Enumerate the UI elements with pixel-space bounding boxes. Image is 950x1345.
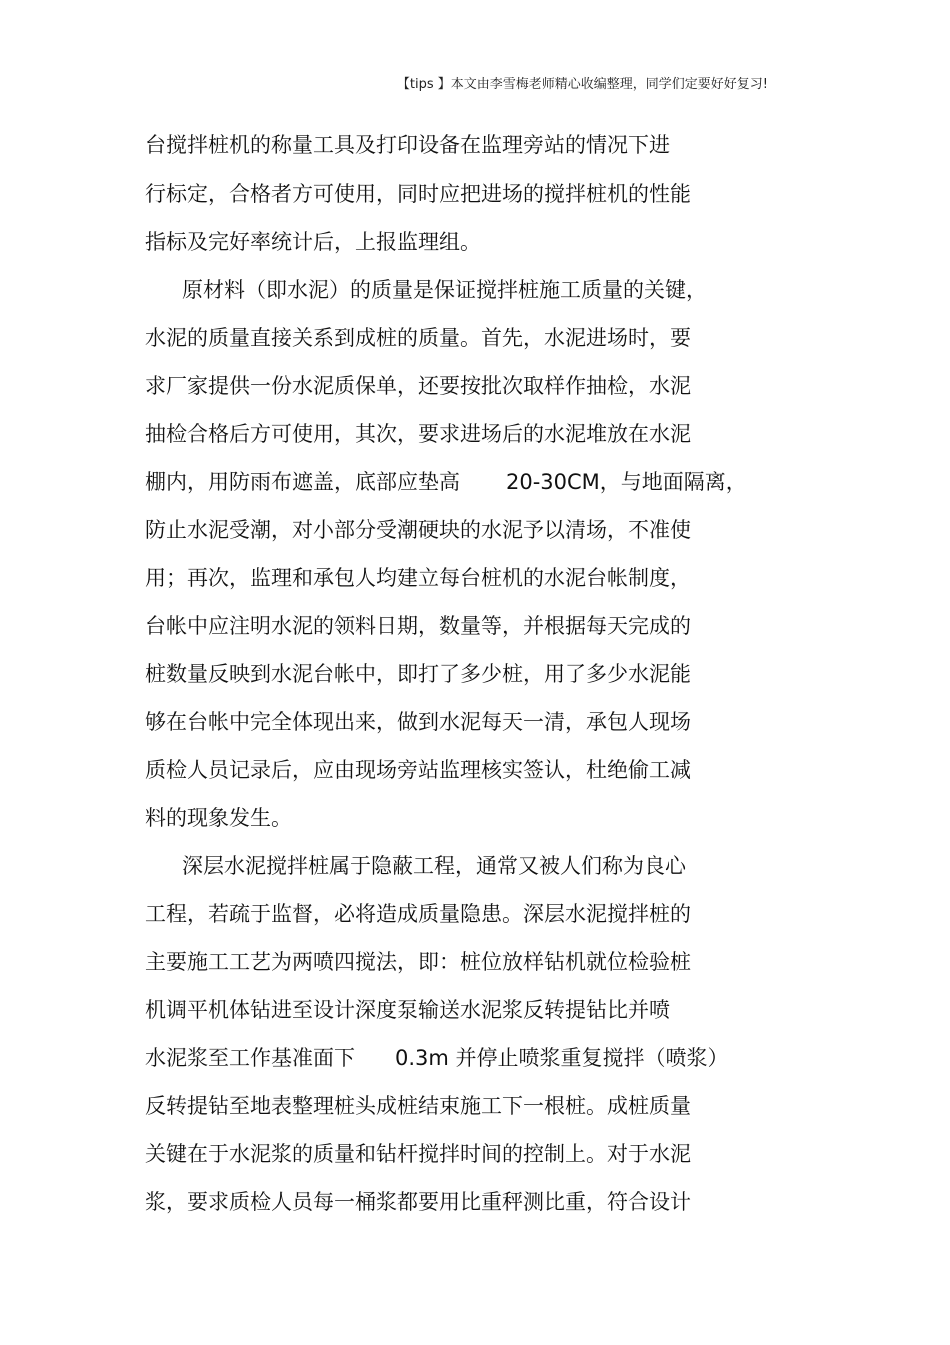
text-line: 机调平机体钻进至设计深度泵输送水泥浆反转提钻比并喷: [145, 998, 670, 1022]
text-line: 质检人员记录后，应由现场旁站监理核实签认，杜绝偷工减: [145, 758, 691, 782]
tips-header: 【tips 】本文由李雪梅老师精心收编整理，同学们定要好好复习!: [396, 77, 768, 92]
text-line: 台搅拌桩机的称量工具及打印设备在监理旁站的情况下进: [145, 133, 670, 157]
text-line: 关键在于水泥浆的质量和钻杆搅拌时间的控制上。对于水泥: [145, 1142, 691, 1166]
measurement-segment: 0.3m 并停止喷浆重复搅拌（喷浆）: [395, 1046, 729, 1070]
text-line: 主要施工工艺为两喷四搅法，即：桩位放样钻机就位检验桩: [145, 950, 691, 974]
text-line: 用；再次，监理和承包人均建立每台桩机的水泥台帐制度，: [145, 566, 691, 590]
text-line: 求厂家提供一份水泥质保单，还要按批次取样作抽检，水泥: [145, 374, 691, 398]
paragraph-start-line: 深层水泥搅拌桩属于隐蔽工程，通常又被人们称为良心: [182, 854, 686, 878]
text-line: [145, 468, 747, 496]
text-segment: 水泥浆至工作基准面下: [145, 1046, 355, 1070]
text-line: 台帐中应注明水泥的领料日期，数量等，并根据每天完成的: [145, 614, 691, 638]
paragraph-start-line: 原材料（即水泥）的质量是保证搅拌桩施工质量的关键，: [182, 278, 707, 302]
text-line: 抽检合格后方可使用，其次，要求进场后的水泥堆放在水泥: [145, 422, 691, 446]
text-line: 浆，要求质检人员每一桶浆都要用比重秤测比重，符合设计: [145, 1190, 691, 1214]
text-segment: 棚内，用防雨布遮盖，底部应垫高: [145, 470, 460, 494]
text-line: 水泥的质量直接关系到成桩的质量。首先，水泥进场时，要: [145, 326, 691, 350]
text-line: 指标及完好率统计后，上报监理组。: [145, 230, 481, 254]
text-line: 行标定，合格者方可使用，同时应把进场的搅拌桩机的性能: [145, 182, 691, 206]
text-line: 够在台帐中完全体现出来，做到水泥每天一清，承包人现场: [145, 710, 691, 734]
text-line: [145, 1044, 729, 1072]
text-line: 防止水泥受潮，对小部分受潮硬块的水泥予以清场，不准使: [145, 518, 691, 542]
text-line: 反转提钻至地表整理桩头成桩结束施工下一根桩。成桩质量: [145, 1094, 691, 1118]
text-line: 料的现象发生。: [145, 806, 292, 830]
text-line: 工程，若疏于监督，必将造成质量隐患。深层水泥搅拌桩的: [145, 902, 691, 926]
text-line: 桩数量反映到水泥台帐中，即打了多少桩，用了多少水泥能: [145, 662, 691, 686]
measurement-segment: 20-30CM，与地面隔离，: [506, 470, 747, 494]
